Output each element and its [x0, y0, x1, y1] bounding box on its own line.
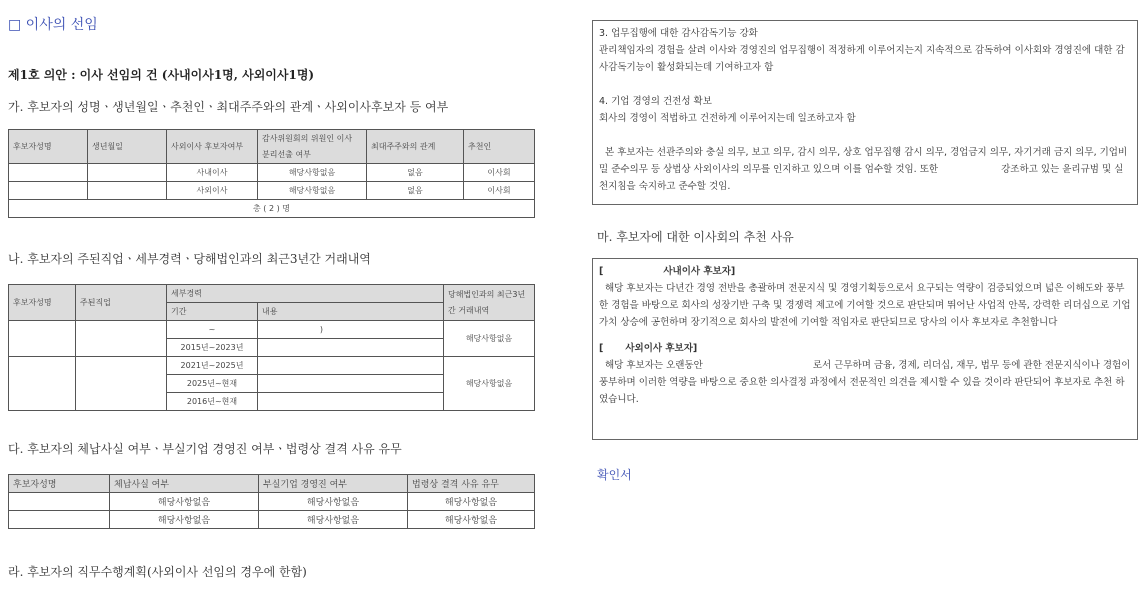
duty-plan-box [592, 20, 1138, 205]
table-cell: 이사회 [464, 182, 535, 200]
table-cell [76, 321, 167, 357]
trade-cell: 해당사항없음 [444, 321, 535, 357]
inside-director-label-text: 사내이사 후보자] [663, 266, 736, 277]
table-cell [9, 511, 110, 529]
header-cell: 감사위원회의 위원인 이사 분리선출 여부 [258, 130, 367, 164]
table-header-row [9, 475, 535, 493]
plan-item-title: 4. 기업 경영의 건전성 확보 [599, 96, 712, 107]
content-cell: ) [258, 321, 444, 339]
table-row [9, 164, 535, 182]
header-cell: 추천인 [464, 130, 535, 164]
table-cell: 없음 [367, 182, 464, 200]
table-header-row [9, 285, 535, 303]
table-cell: 해당사항없음 [408, 511, 535, 529]
table-row [9, 357, 535, 375]
header-cell: 주된직업 [76, 285, 167, 321]
table-row [9, 493, 535, 511]
section-c-heading: 다. 후보자의 체납사실 여부ㆍ부실기업 경영진 여부ㆍ법령상 결격 사유 유무 [8, 442, 402, 456]
outside-director-label: [ 사외이사 후보자] [599, 343, 698, 354]
table-cell: 해당사항없음 [259, 493, 408, 511]
content-cell [258, 357, 444, 375]
table-cell [9, 493, 110, 511]
recommendation-box [592, 258, 1138, 440]
outside-director-label-text: 사외이사 후보자] [625, 343, 698, 354]
table-total-row [9, 200, 535, 218]
plan-pledge-text: 본 후보자는 선관주의와 충실 의무, 보고 의무, 감시 의무, 상호 업무집행 감시 의무, 경업금지 의무, 자기거래 금지 의무, 기업비밀 준수의무 등 상법상 사외이사의 의무를 인지하고 있으며 이를 엄수할 것임. 또한 [599, 147, 1128, 175]
header-cell: 후보자성명 [9, 285, 76, 321]
table-row [9, 321, 535, 339]
plan-item-title: 3. 업무집행에 대한 감사감독기능 강화 [599, 28, 758, 39]
inside-director-reason: 해당 후보자는 다년간 경영 전반을 총괄하며 전문지식 및 경영기획등으로서 요구되는 역량이 검증되었으며 넓은 이해도와 풍부한 경험을 바탕으로 회사의 성장기반 구축 및 경쟁력 제고에 기여할 것으로 판단되며 뛰어난 사업적 안목, 강력한 리더십으로 기업가치 상승에 공헌하며 장기적으로 회사의 발전에 기여할 적임자로 판단되므로 당사의 이사 후보자로 추천합니다 [599, 283, 1131, 328]
period-cell: 2016년~현재 [167, 393, 258, 411]
header-cell: 당해법인과의 최근3년간 거래내역 [444, 285, 535, 321]
header-cell: 기간 [167, 303, 258, 321]
table-cell: 해당사항없음 [258, 164, 367, 182]
table-cell [76, 357, 167, 411]
plan-item-body: 회사의 경영이 적법하고 건전하게 이루어지는데 일조하고자 함 [599, 113, 856, 124]
table-cell: 없음 [367, 164, 464, 182]
header-cell: 생년월일 [88, 130, 167, 164]
period-cell: 2021년~2025년 [167, 357, 258, 375]
outside-director-reason [599, 357, 1131, 408]
candidate-info-table [8, 129, 535, 218]
header-cell: 최대주주와의 관계 [367, 130, 464, 164]
table-cell: 사외이사 [167, 182, 258, 200]
outside-director-reason-text: 해당 후보자는 오랜동안 [605, 360, 703, 371]
plan-pledge [599, 144, 1131, 195]
table-cell: 해당사항없음 [110, 511, 259, 529]
page-title: □ 이사의 선임 [8, 17, 98, 33]
table-cell [9, 164, 88, 182]
content-cell [258, 375, 444, 393]
trade-cell: 해당사항없음 [444, 357, 535, 411]
agenda-title: 제1호 의안 : 이사 선임의 건 (사내이사1명, 사외이사1명) [8, 68, 315, 82]
career-table [8, 284, 535, 411]
table-row [9, 182, 535, 200]
period-cell: ~ [167, 321, 258, 339]
period-cell: 2025년~현재 [167, 375, 258, 393]
table-row [9, 511, 535, 529]
table-cell: 이사회 [464, 164, 535, 182]
period-cell: 2015년~2023년 [167, 339, 258, 357]
table-cell [88, 164, 167, 182]
table-header-row [9, 130, 535, 164]
disqualification-table [8, 474, 535, 529]
outside-director-reason-text: 로서 근무하며 금융, 경제, 리더십, 재무, 법무 등에 관한 전문지식이나 경험이 풍부하며 이러한 역량을 바탕으로 중요한 의사결정 과정에서 전문적인 의견을 제시할 수 있을 것이라 판단되어 후보자로 추천 하였습니다. [599, 360, 1131, 405]
section-b-heading: 나. 후보자의 주된직업ㆍ세부경력ㆍ당해법인과의 최근3년간 거래내역 [8, 252, 371, 266]
section-e-heading: 마. 후보자에 대한 이사회의 추천 사유 [597, 230, 794, 244]
confirmation-heading: 확인서 [597, 468, 632, 482]
header-cell: 내용 [258, 303, 444, 321]
table-cell: 사내이사 [167, 164, 258, 182]
plan-item-body: 관리책임자의 경험을 살려 이사와 경영진의 업무집행이 적정하게 이루어지는지 지속적으로 감독하여 이사회와 경영진에 대한 감사감독기능이 활성화되는데 기여하고자 함 [599, 45, 1125, 73]
header-cell: 사외이사 후보자여부 [167, 130, 258, 164]
header-cell: 법령상 결격 사유 유무 [408, 475, 535, 493]
plan-pledge-text: 강조하고 있는 윤리규범 및 실천지침을 숙지하고 준수할 것임. [599, 164, 1124, 192]
content-cell [258, 393, 444, 411]
content-cell [258, 339, 444, 357]
table-cell [88, 182, 167, 200]
section-a-heading: 가. 후보자의 성명ㆍ생년월일ㆍ추천인ㆍ최대주주와의 관계ㆍ사외이사후보자 등 여부 [8, 100, 449, 114]
table-cell: 해당사항없음 [110, 493, 259, 511]
table-cell: 해당사항없음 [259, 511, 408, 529]
table-cell [9, 182, 88, 200]
table-cell [9, 357, 76, 411]
section-d-heading: 라. 후보자의 직무수행계획(사외이사 선임의 경우에 한함) [8, 565, 307, 579]
table-cell: 해당사항없음 [258, 182, 367, 200]
header-cell: 부실기업 경영진 여부 [259, 475, 408, 493]
inside-director-label: [ 사내이사 후보자] [599, 266, 736, 277]
header-cell: 후보자성명 [9, 475, 110, 493]
total-count: 총 ( 2 ) 명 [9, 200, 535, 218]
header-cell: 체납사실 여부 [110, 475, 259, 493]
header-cell: 세부경력 [167, 285, 444, 303]
table-cell [9, 321, 76, 357]
header-cell: 후보자성명 [9, 130, 88, 164]
table-cell: 해당사항없음 [408, 493, 535, 511]
